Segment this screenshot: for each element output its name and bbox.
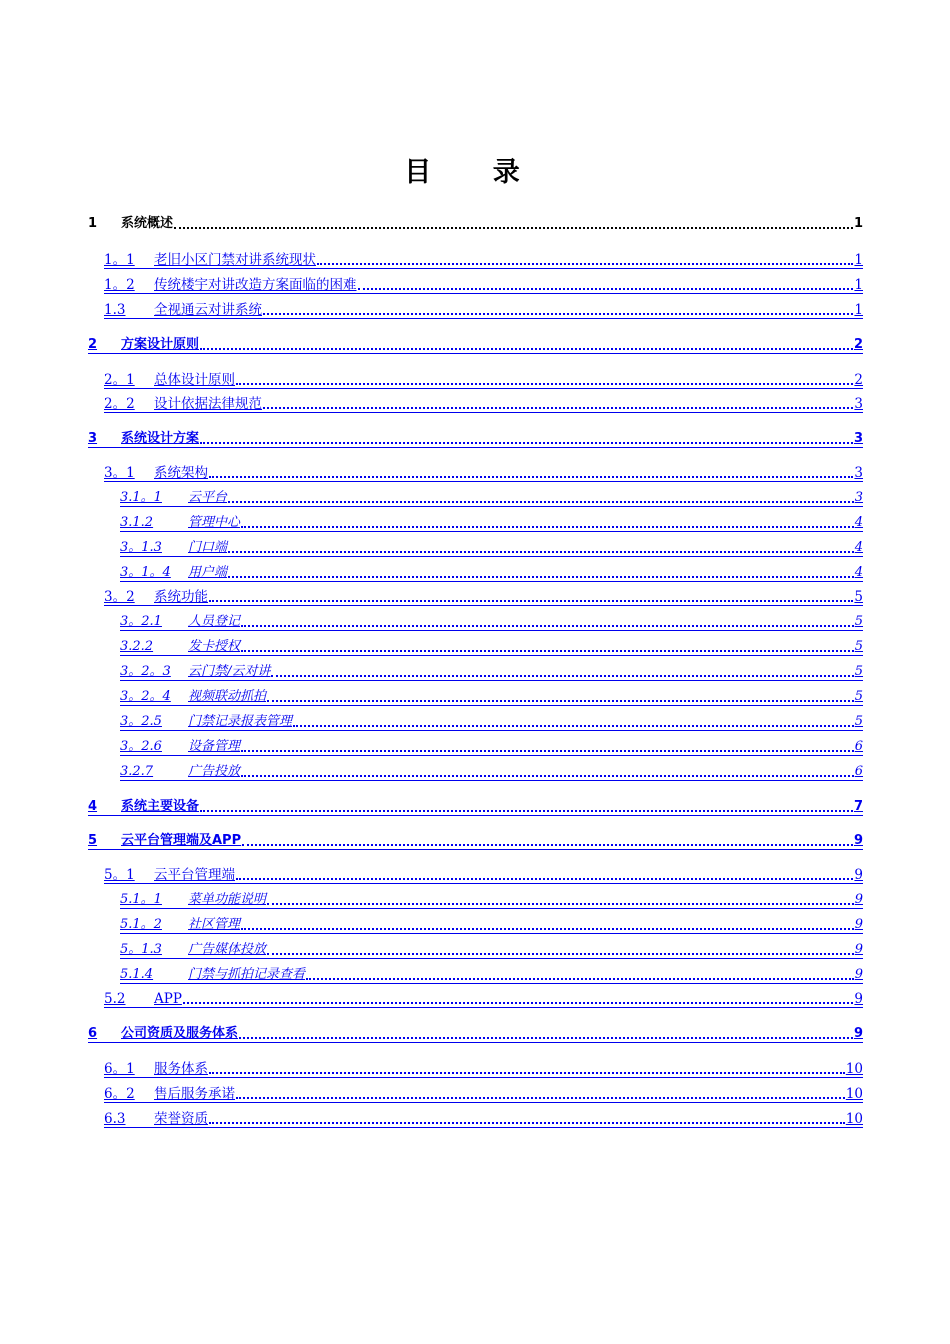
toc-leader-dots — [241, 526, 854, 528]
toc-leader-dots — [263, 313, 853, 315]
link-underline — [88, 353, 863, 354]
toc-entry[interactable] — [120, 513, 863, 531]
toc-entry-page: 3 — [854, 396, 863, 412]
toc-entry[interactable] — [120, 637, 863, 655]
toc-entry-number: 1。2 — [104, 277, 135, 293]
toc-entry[interactable] — [88, 831, 863, 849]
toc-entry-title: 管理中心 — [188, 515, 241, 530]
toc-entry-number: 3。1 — [104, 465, 135, 481]
toc-entry[interactable] — [104, 989, 863, 1007]
toc-entry-number: 3。1。4 — [120, 565, 171, 580]
toc-leader-dots — [267, 903, 854, 905]
link-underline — [104, 1102, 863, 1103]
toc-entry-page: 5 — [854, 614, 863, 629]
toc-leader-dots — [267, 953, 854, 955]
toc-entry-title: 全视通云对讲系统 — [154, 302, 262, 318]
toc-entry-title: 人员登记 — [188, 614, 241, 629]
toc-leader-dots — [236, 878, 853, 880]
toc-leader-dots — [242, 844, 853, 846]
toc-entry-page: 4 — [854, 515, 863, 530]
toc-entry — [88, 214, 863, 232]
toc-entry-title: 总体设计原则 — [154, 372, 235, 388]
toc-leader-dots — [209, 476, 853, 478]
toc-entry[interactable] — [120, 965, 863, 983]
link-underline — [120, 581, 863, 582]
toc-leader-dots — [228, 501, 854, 503]
toc-entry[interactable] — [120, 737, 863, 755]
toc-entry-number: 6.3 — [104, 1111, 126, 1127]
toc-entry-page: 9 — [854, 942, 863, 957]
toc-entry[interactable] — [120, 612, 863, 630]
toc-entry-number: 5.1.4 — [120, 967, 154, 982]
link-underline — [120, 556, 863, 557]
toc-entry-title: 门禁记录报表管理 — [188, 714, 293, 729]
link-underline — [120, 655, 863, 656]
toc-entry[interactable] — [120, 563, 863, 581]
link-underline — [120, 755, 863, 756]
link-underline — [120, 908, 863, 909]
toc-entry-page: 3 — [854, 490, 863, 505]
toc-entry[interactable] — [120, 712, 863, 730]
toc-entry-page: 9 — [854, 892, 863, 907]
toc-entry-title: 门口端 — [188, 540, 228, 555]
toc-entry-page: 1 — [854, 252, 863, 268]
link-underline — [88, 849, 863, 850]
toc-entry-number: 6。1 — [104, 1061, 135, 1077]
toc-entry[interactable] — [88, 429, 863, 447]
toc-entry-number: 5。1.3 — [120, 942, 162, 957]
toc-leader-dots — [293, 725, 854, 727]
toc-entry-title: 菜单功能说明 — [188, 892, 267, 907]
page-title: 目 录 — [404, 157, 546, 188]
toc-entry-title: 用户端 — [188, 565, 228, 580]
toc-entry-page: 6 — [854, 739, 863, 754]
toc-entry-number: 5.2 — [104, 991, 126, 1007]
toc-leader-dots — [241, 650, 854, 652]
link-underline — [104, 605, 863, 606]
toc-entry-title: 系统功能 — [154, 589, 208, 605]
toc-entry[interactable] — [120, 538, 863, 556]
toc-entry-page: 5 — [854, 689, 863, 704]
toc-entry-number: 5 — [88, 833, 98, 848]
link-underline — [104, 293, 863, 294]
toc-entry-page: 5 — [854, 714, 863, 729]
link-underline — [104, 883, 863, 884]
toc-entry-number: 3。2 — [104, 589, 135, 605]
link-underline — [120, 730, 863, 731]
toc-leader-dots — [317, 263, 853, 265]
toc-entry-title: 广告投放 — [188, 764, 241, 779]
toc-entry-number: 3。2.6 — [120, 739, 162, 754]
toc-entry-number: 3。2.1 — [120, 614, 162, 629]
toc-entry-page: 5 — [854, 664, 863, 679]
toc-entry[interactable] — [104, 275, 863, 293]
toc-entry[interactable] — [88, 797, 863, 815]
toc-entry-title: 设计依据法律规范 — [154, 396, 262, 412]
toc-entry-number: 3。2.5 — [120, 714, 162, 729]
toc-entry-title: 云平台管理端及APP — [121, 833, 242, 848]
toc-entry-title: 公司资质及服务体系 — [121, 1026, 239, 1041]
toc-entry-page: 5 — [854, 589, 863, 605]
link-underline — [120, 680, 863, 681]
toc-entry-page: 10 — [845, 1111, 863, 1127]
toc-entry-title: 云平台管理端 — [154, 867, 235, 883]
toc-entry[interactable] — [88, 1024, 863, 1042]
toc-entry-title: 社区管理 — [188, 917, 241, 932]
toc-leader-dots — [209, 1072, 845, 1074]
toc-leader-dots — [358, 288, 854, 290]
link-underline — [120, 630, 863, 631]
toc-leader-dots — [263, 407, 853, 409]
toc-entry-page: 10 — [845, 1061, 863, 1077]
toc-leader-dots — [200, 442, 853, 444]
toc-leader-dots — [241, 928, 854, 930]
toc-entry-number: 3.2.2 — [120, 639, 154, 654]
toc-entry[interactable] — [120, 488, 863, 506]
toc-entry-number: 2。2 — [104, 396, 135, 412]
toc-leader-dots — [267, 700, 854, 702]
toc-leader-dots — [241, 625, 854, 627]
toc-leader-dots — [236, 383, 853, 385]
toc-leader-dots — [236, 1097, 845, 1099]
link-underline — [88, 1042, 863, 1043]
toc-entry[interactable] — [104, 865, 863, 883]
toc-entry-page: 1 — [853, 216, 863, 231]
toc-leader-dots — [183, 1002, 853, 1004]
toc-entry-number: 3。1.3 — [120, 540, 162, 555]
toc-entry-title: 售后服务承诺 — [154, 1086, 235, 1102]
toc-entry-number: 1 — [88, 216, 98, 231]
toc-entry-title: 系统概述 — [121, 216, 174, 231]
toc-leader-dots — [241, 775, 854, 777]
toc-entry[interactable] — [120, 940, 863, 958]
toc-entry-number: 1.3 — [104, 302, 126, 318]
toc-leader-dots — [174, 227, 853, 229]
toc-entry-number: 4 — [88, 799, 98, 814]
link-underline — [104, 1007, 863, 1008]
toc-entry-number: 1。1 — [104, 252, 135, 268]
toc-entry-number: 5。1 — [104, 867, 135, 883]
toc-entry-title: 老旧小区门禁对讲系统现状 — [154, 252, 316, 268]
toc-entry-page: 5 — [854, 639, 863, 654]
toc-entry-page: 4 — [854, 540, 863, 555]
toc-entry-number: 2。1 — [104, 372, 135, 388]
toc-leader-dots — [209, 1122, 845, 1124]
toc-entry-page: 6 — [854, 764, 863, 779]
link-underline — [104, 268, 863, 269]
toc-entry[interactable] — [104, 250, 863, 268]
toc-entry-title: 云门禁/云对讲 — [188, 664, 271, 679]
toc-entry-number: 5.1。2 — [120, 917, 162, 932]
toc-entry-page: 2 — [853, 337, 863, 352]
toc-entry-title: 门禁与抓拍记录查看 — [188, 967, 306, 982]
toc-entry-number: 3。2。4 — [120, 689, 171, 704]
toc-entry[interactable] — [104, 300, 863, 318]
toc-entry-page: 10 — [845, 1086, 863, 1102]
toc-leader-dots — [241, 750, 854, 752]
toc-entry[interactable] — [104, 394, 863, 412]
toc-entry[interactable] — [120, 915, 863, 933]
toc-entry-title: 荣誉资质 — [154, 1111, 208, 1127]
toc-entry-page: 3 — [853, 431, 863, 446]
toc-entry[interactable] — [104, 1084, 863, 1102]
toc-entry-title: 方案设计原则 — [121, 337, 200, 352]
toc-leader-dots — [228, 551, 854, 553]
link-underline — [120, 780, 863, 781]
toc-entry-number: 6 — [88, 1026, 98, 1041]
toc-entry[interactable] — [104, 370, 863, 388]
toc-entry[interactable] — [104, 587, 863, 605]
link-underline — [88, 815, 863, 816]
toc-entry-page: 3 — [854, 465, 863, 481]
toc-entry-number: 3 — [88, 431, 98, 446]
toc-entry-title: 云平台 — [188, 490, 228, 505]
toc-entry-page: 1 — [854, 302, 863, 318]
link-underline — [120, 705, 863, 706]
toc-entry-page: 2 — [854, 372, 863, 388]
link-underline — [120, 506, 863, 507]
toc-entry-number: 3.1。1 — [120, 490, 162, 505]
toc-entry[interactable] — [120, 687, 863, 705]
link-underline — [104, 1077, 863, 1078]
toc-entry-title: 系统架构 — [154, 465, 208, 481]
toc-entry-page: 9 — [853, 833, 863, 848]
toc-entry[interactable] — [88, 335, 863, 353]
toc-entry-number: 3。2。3 — [120, 664, 171, 679]
toc-entry-title: 传统楼宇对讲改造方案面临的困难 — [154, 277, 357, 293]
link-underline — [104, 481, 863, 482]
link-underline — [104, 318, 863, 319]
toc-entry-title: APP — [154, 991, 182, 1007]
link-underline — [104, 1127, 863, 1128]
toc-leader-dots — [200, 348, 853, 350]
toc-entry-page: 1 — [854, 277, 863, 293]
toc-entry-title: 广告媒体投放 — [188, 942, 267, 957]
toc-entry-title: 服务体系 — [154, 1061, 208, 1077]
link-underline — [120, 983, 863, 984]
toc-entry-number: 3.1.2 — [120, 515, 154, 530]
toc-entry[interactable] — [104, 1059, 863, 1077]
toc-entry[interactable] — [120, 890, 863, 908]
toc-entry-page: 9 — [854, 917, 863, 932]
toc-leader-dots — [228, 576, 854, 578]
link-underline — [104, 412, 863, 413]
link-underline — [120, 531, 863, 532]
toc-entry[interactable] — [120, 662, 863, 680]
toc-entry-number: 6。2 — [104, 1086, 135, 1102]
toc-entry-title: 系统主要设备 — [121, 799, 200, 814]
link-underline — [120, 933, 863, 934]
toc-entry-page: 9 — [854, 867, 863, 883]
toc-entry[interactable] — [104, 1109, 863, 1127]
toc-leader-dots — [209, 600, 853, 602]
toc-leader-dots — [271, 675, 853, 677]
toc-entry-number: 2 — [88, 337, 98, 352]
toc-leader-dots — [239, 1037, 853, 1039]
toc-entry-title: 系统设计方案 — [121, 431, 200, 446]
toc-entry-title: 设备管理 — [188, 739, 241, 754]
link-underline — [88, 447, 863, 448]
toc-entry[interactable] — [104, 463, 863, 481]
toc-entry-number: 5.1。1 — [120, 892, 162, 907]
toc-entry[interactable] — [120, 762, 863, 780]
toc-entry-title: 视频联动抓拍 — [188, 689, 267, 704]
toc-entry-page: 4 — [854, 565, 863, 580]
toc-entry-page: 9 — [854, 967, 863, 982]
toc-entry-page: 7 — [853, 799, 863, 814]
link-underline — [120, 958, 863, 959]
link-underline — [104, 388, 863, 389]
toc-leader-dots — [200, 810, 853, 812]
toc-entry-number: 3.2.7 — [120, 764, 154, 779]
toc-entry-page: 9 — [854, 991, 863, 1007]
toc-entry-page: 9 — [853, 1026, 863, 1041]
toc-leader-dots — [306, 978, 854, 980]
toc-entry-title: 发卡授权 — [188, 639, 241, 654]
